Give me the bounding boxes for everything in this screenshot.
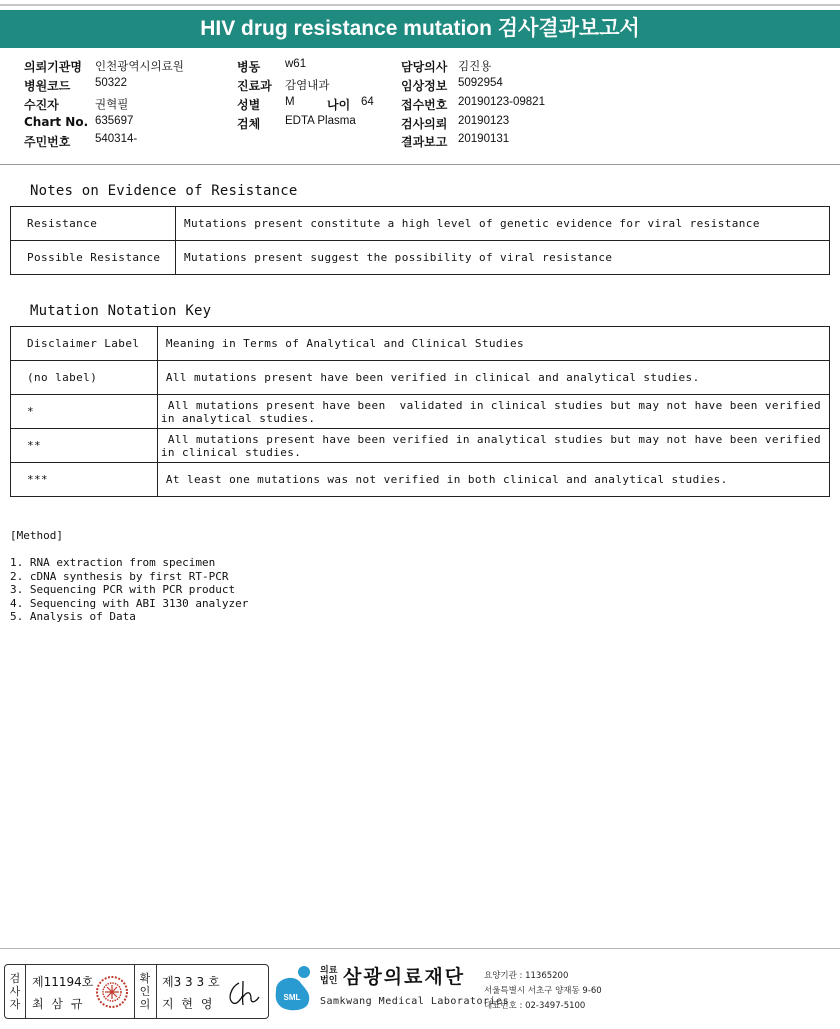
key-meaning (157, 395, 829, 429)
method-step: 1. RNA extraction from specimen (10, 556, 216, 569)
notes-table (10, 206, 830, 275)
key-label: (no label) (11, 361, 158, 395)
key-title: Mutation Notation Key (30, 303, 212, 319)
report-title: HIV drug resistance mutation 검사결과보고서 (0, 10, 840, 48)
method-step: 5. Analysis of Data (10, 610, 136, 623)
notes-title: Notes on Evidence of Resistance (30, 183, 298, 199)
logo-text: SML (283, 993, 301, 1002)
seal-stamp-icon (95, 975, 129, 1009)
dept-label: 진료과 (237, 79, 272, 93)
table-row (11, 395, 830, 429)
key-meaning-line: in clinical studies. (160, 445, 302, 459)
key-header-meaning: Meaning in Terms of Analytical and Clinical Studies (157, 327, 829, 361)
receipt-value: 20190123-09821 (458, 96, 545, 108)
notes-desc: Mutations present suggest the possibility of viral resistance (176, 241, 830, 275)
key-meaning-line: All mutations present have been verified in analytical studies but may not have been verified (160, 432, 821, 446)
notes-desc: Mutations present constitute a high level of genetic evidence for viral resistance (176, 207, 830, 241)
method-step: 3. Sequencing PCR with PCR product (10, 583, 236, 596)
confirm-label: 확인의 (139, 972, 151, 1011)
divider (25, 965, 26, 1018)
key-meaning-line: All mutations present have been verified in clinical and analytical studies. (165, 371, 700, 384)
sex-value: M (285, 96, 295, 108)
clinical-label: 임상정보 (401, 79, 448, 93)
key-table (10, 326, 830, 497)
method-title: [Method] (10, 529, 63, 542)
key-meaning (157, 361, 829, 395)
table-row (11, 207, 830, 241)
org-prefix: 의료법인 (320, 966, 338, 986)
specimen-label: 검체 (237, 117, 261, 131)
tester-label: 검사자 (9, 972, 21, 1011)
table-row (11, 361, 830, 395)
key-label: ** (11, 429, 158, 463)
result-label: 결과보고 (401, 135, 448, 149)
notes-term: Possible Resistance (11, 241, 176, 275)
info-divider (0, 164, 840, 165)
tester-name: 최 삼 규 (32, 997, 85, 1011)
patient-label: 수진자 (24, 98, 59, 112)
org-name: 삼광의료재단 (343, 966, 466, 988)
method-step: 2. cDNA synthesis by first RT-PCR (10, 569, 229, 583)
signature-icon (223, 975, 263, 1009)
receipt-label: 접수번호 (401, 98, 448, 112)
age-label: 나이 (327, 98, 351, 112)
id-value: 540314- (95, 133, 138, 145)
org-address: 서울특별시 서초구 양재동 9-60 (484, 986, 602, 996)
doctor-value: 김진용 (458, 61, 492, 73)
id-label: 주민번호 (24, 135, 71, 149)
table-row (11, 241, 830, 275)
confirm-name: 지 현 영 (162, 997, 215, 1011)
divider (156, 965, 157, 1018)
company-logo-icon (272, 964, 316, 1014)
ward-label: 병동 (237, 60, 261, 74)
org-code: 요양기관 : 11365200 (484, 971, 569, 981)
top-rule (0, 4, 840, 6)
code-value: 50322 (95, 77, 127, 89)
key-meaning-line: At least one mutations was not verified in both clinical and analytical studies. (165, 473, 728, 486)
sex-label: 성별 (237, 98, 261, 112)
result-value: 20190131 (458, 133, 510, 145)
key-meaning (157, 429, 829, 463)
key-label: * (11, 395, 158, 429)
dept-value: 감염내과 (285, 80, 330, 92)
chart-label: Chart No. (24, 115, 89, 129)
table-row (11, 463, 830, 497)
signature-box (4, 964, 269, 1019)
doctor-label: 담당의사 (401, 60, 448, 74)
code-label: 병원코드 (24, 79, 71, 93)
org-english-name: Samkwang Medical Laboratories (320, 996, 510, 1007)
hospital-value: 인천광역시의료원 (95, 61, 184, 73)
request-value: 20190123 (458, 115, 510, 127)
specimen-value: EDTA Plasma (285, 115, 356, 127)
patient-value: 권혁필 (95, 99, 129, 111)
key-meaning-line: in analytical studies. (160, 411, 316, 425)
ward-value: w61 (285, 58, 307, 70)
method-step: 4. Sequencing with ABI 3130 analyzer (10, 596, 249, 610)
confirm-license: 제3 3 3 호 (162, 975, 220, 989)
tester-license: 제11194호 (32, 975, 94, 989)
key-label: *** (11, 463, 158, 497)
method-steps (10, 556, 248, 624)
table-row (11, 429, 830, 463)
table-row (11, 327, 830, 361)
clinical-value: 5092954 (458, 77, 503, 89)
org-phone: 대표번호 : 02-3497-5100 (484, 1001, 586, 1011)
patient-info (0, 52, 840, 152)
hospital-label: 의뢰기관명 (24, 60, 82, 74)
key-meaning-line: All mutations present have been validated in clinical studies but may not have been verified (160, 398, 821, 412)
footer-divider (0, 948, 840, 949)
notes-term: Resistance (11, 207, 176, 241)
key-header-label: Disclaimer Label (11, 327, 158, 361)
age-value: 64 (361, 96, 374, 108)
request-label: 검사의뢰 (401, 117, 448, 131)
chart-value: 635697 (95, 115, 134, 127)
key-meaning (157, 463, 829, 497)
